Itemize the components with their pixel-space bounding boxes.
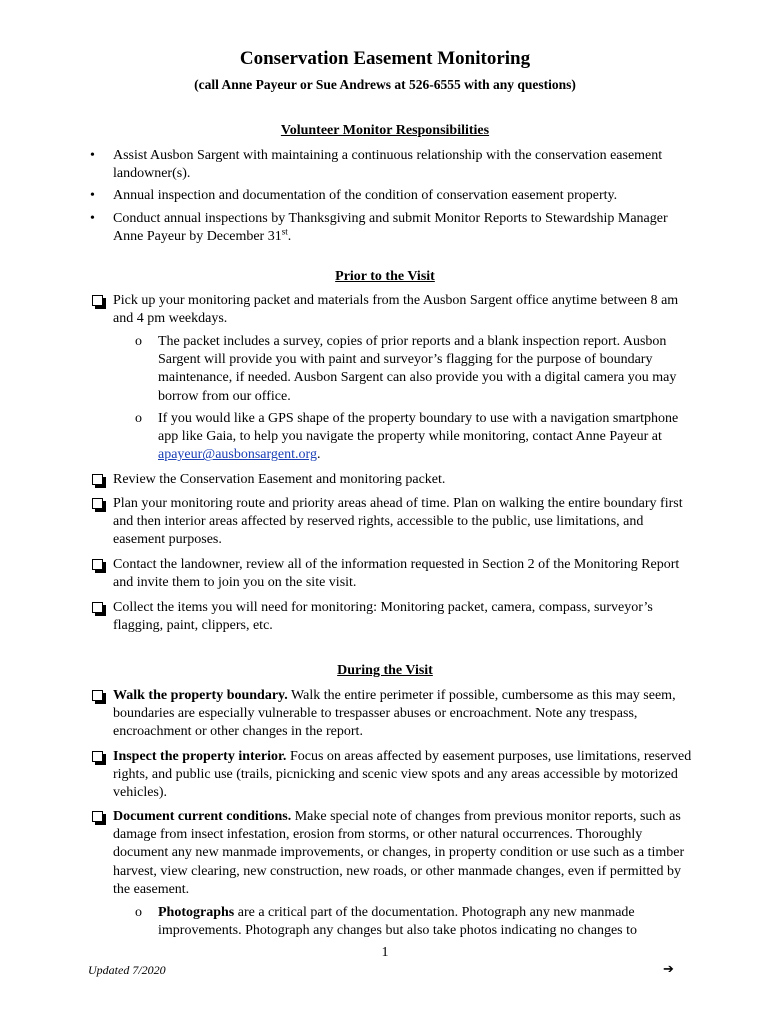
checklist-item <box>92 748 692 803</box>
checklist-item-bold: Walk the property boundary. <box>113 688 288 703</box>
bullet-icon: • <box>90 188 95 204</box>
sub-list-item-text: If you would like a GPS shape of the property boundary to use with a navigation smartphone app like Gaia, to help you navigate the property while monitoring, contact Anne Payeur at <box>158 411 679 445</box>
checkbox-icon[interactable] <box>92 498 103 509</box>
page-subtitle: (call Anne Payeur or Sue Andrews at 526-6555 with any questions) <box>194 77 576 92</box>
page-title: Conservation Easement Monitoring <box>239 48 531 69</box>
circle-bullet-icon: o <box>135 411 142 426</box>
list-item <box>88 147 688 183</box>
sub-list-item-bold: Photographs <box>158 905 235 920</box>
checklist-item-text: Pick up your monitoring packet and materials from the Ausbon Sargent office anytime between 8 am and 4 pm weekdays. <box>113 293 679 327</box>
section-heading-prior: Prior to the Visit <box>335 269 435 284</box>
circle-bullet-icon: o <box>135 334 142 349</box>
checklist-item-text: Contact the landowner, review all of the information requested in Section 2 of the Monitoring Report and invite them to join you on the site visit. <box>113 557 680 591</box>
checklist-item-body <box>113 808 692 899</box>
checklist-item <box>92 599 692 635</box>
sub-list-item-body <box>158 904 695 940</box>
list-item <box>88 210 688 246</box>
sub-list-item-text: The packet includes a survey, copies of prior reports and a blank inspection report. Ausbon Sargent will provide you with paint and surveyor’s flagging for the purpose of boundary maintenance, if needed. Ausbon Sargent can also provide you with a digital camera you may borrow from our office. <box>158 334 677 404</box>
sub-list-item <box>135 410 695 465</box>
bullet-icon: • <box>90 148 95 163</box>
list-item <box>88 187 688 205</box>
sub-list-item-text: are a critical part of the documentation. Photograph any new manmade improvements. Photograph any changes but also take photos indicating no changes to <box>158 905 638 939</box>
checklist-item <box>92 556 692 592</box>
checklist-item-body <box>113 687 692 742</box>
bullet-icon: • <box>90 210 95 226</box>
list-item-end: . <box>287 228 292 244</box>
checkbox-icon[interactable] <box>92 559 103 570</box>
checklist-item <box>92 808 692 899</box>
email-link[interactable]: apayeur@ausbonsargent.org <box>158 447 317 463</box>
sub-list-item-body <box>158 410 695 465</box>
checklist-item-text: Plan your monitoring route and priority areas ahead of time. Plan on walking the entire boundary first and then interior areas affected by reserved rights, accessible to the public, use limitations, and easement purposes. <box>113 496 683 548</box>
checklist-item-text: Walk the entire perimeter if possible, cumbersome as this may seem, boundaries are especially vulnerable to trespasser abuses or encroachment. Note any trespass, encroachment or other changes in the report. <box>113 688 676 740</box>
checkbox-icon[interactable] <box>92 295 103 306</box>
checkbox-icon[interactable] <box>92 602 103 613</box>
checklist-item-bold: Inspect the property interior. <box>113 749 287 764</box>
checkbox-icon[interactable] <box>92 751 103 762</box>
checklist-item <box>92 292 692 328</box>
checklist-item <box>92 687 692 742</box>
responsibilities-list <box>88 147 688 250</box>
updated-date: Updated 7/2020 <box>88 963 166 977</box>
list-item-text: Assist Ausbon Sargent with maintaining a continuous relationship with the conservation easement landowner(s). <box>113 148 663 182</box>
checklist-item-text: Collect the items you will need for monitoring: Monitoring packet, camera, compass, surveyor’s flagging, paint, clippers, etc. <box>113 600 653 634</box>
list-item-text: Conduct annual inspections by Thanksgiving and submit Monitor Reports to Stewardship Manager Anne Payeur by December 31 <box>113 210 668 244</box>
checkbox-icon[interactable] <box>92 474 103 485</box>
checklist-item <box>92 495 692 550</box>
circle-bullet-icon: o <box>135 905 142 920</box>
checklist-item <box>92 471 692 489</box>
section-heading-during: During the Visit <box>337 663 433 678</box>
checkbox-icon[interactable] <box>92 811 103 822</box>
section-heading-responsibilities: Volunteer Monitor Responsibilities <box>280 123 490 138</box>
sub-list-item <box>135 333 695 406</box>
checklist-item-body <box>113 748 692 803</box>
checkbox-icon[interactable] <box>92 690 103 701</box>
checklist-item-text: Make special note of changes from previous monitor reports, such as damage from insect infestation, erosion from storms, or other natural occurrences. Thoroughly document any new manmade improvements, or changes, in property condition or use such as a timber harvest, view clearing, new construction, new roads, or other manmade changes, even if permitted by the easement. <box>113 809 685 897</box>
sub-list-item <box>135 904 695 940</box>
checklist-item-text: Focus on areas affected by easement purposes, use limitations, reserved rights, and public use (trails, picnicking and scenic view spots and any areas accessible by motorized vehicles). <box>113 749 692 801</box>
page-number: 1 <box>381 945 389 960</box>
checklist-item-bold: Document current conditions. <box>113 809 292 824</box>
list-item-text: Annual inspection and documentation of the condition of conservation easement property. <box>113 188 618 204</box>
checklist-item-text: Review the Conservation Easement and monitoring packet. <box>113 472 446 487</box>
ordinal-suffix: st <box>281 226 288 237</box>
sub-list-item-end: . <box>316 447 321 463</box>
next-page-arrow-icon: ➔ <box>663 961 674 976</box>
